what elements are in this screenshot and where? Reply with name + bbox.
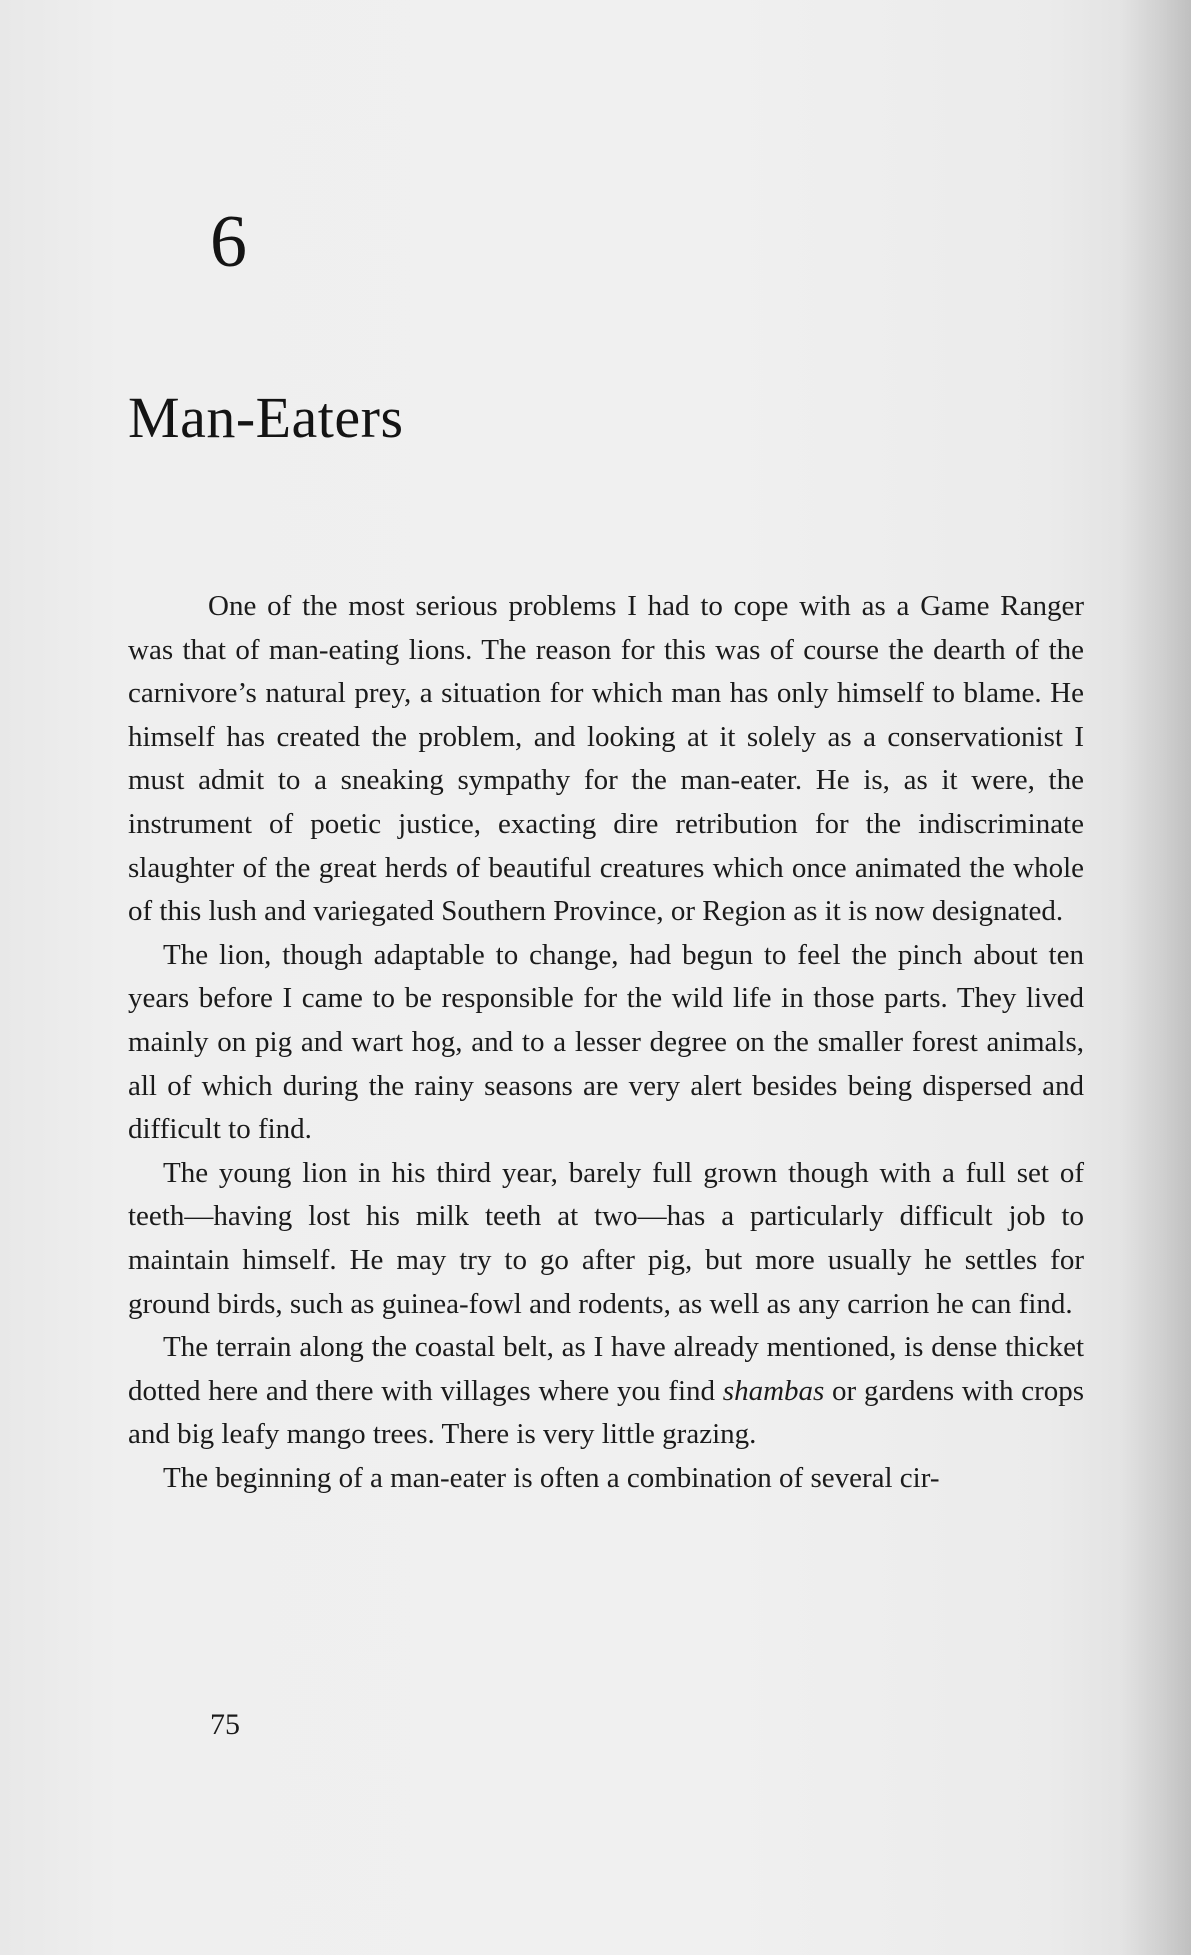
paragraph-3: The young lion in his third year, barely full grown though with a full set of teeth—having lost his milk teeth at two—has a particularly difficult job to maintain himself. He may try to go after pig, but more usually he settles for ground birds, such as guinea-fowl and rodents, as well as any carrion he can find. <box>128 1156 1084 1320</box>
paragraph-2: The lion, though adaptable to change, had begun to feel the pinch about ten years before I came to be responsible for the wild life in those parts. They lived mainly on pig and wart hog, and to a lesser degree on the smaller forest animals, all of which during the rainy seasons are very alert besides being dispersed and difficult to find. <box>128 938 1084 1146</box>
chapter-title: Man-Eaters <box>128 384 404 450</box>
paragraph-4-emphasis: shambas <box>722 1374 825 1407</box>
paragraph-4-after: or gardens with crops and big leafy mango trees. There is very little grazing. <box>128 1374 1085 1451</box>
paragraph-5: The beginning of a man-eater is often a combination of several cir- <box>163 1461 940 1494</box>
paragraph-4 <box>128 1326 1084 1457</box>
chapter-number: 6 <box>210 201 247 283</box>
paragraph-4-before: The terrain along the coastal belt, as I have already mentioned, is dense thicket dotted here and there with villages where you find <box>128 1331 1084 1407</box>
page-number: 75 <box>210 1708 240 1741</box>
chapter-body <box>128 585 1084 1500</box>
page-gutter-shadow <box>1121 0 1191 1955</box>
paragraph-1: One of the most serious problems I had to cope with as a Game Ranger was that of man-eating lions. The reason for this was of course the dearth of the carnivore’s natural prey, a situation for which man has only himself to blame. He himself has created the problem, and looking at it solely as a conservationist I must admit to a sneaking sympathy for the man-eater. He is, as it were, the instrument of poetic justice, exacting dire retribution for the indiscriminate slaughter of the great herds of beautiful creatures which once animated the whole of this lush and variegated Southern Province, or Region as it is now designated. <box>128 590 1084 928</box>
